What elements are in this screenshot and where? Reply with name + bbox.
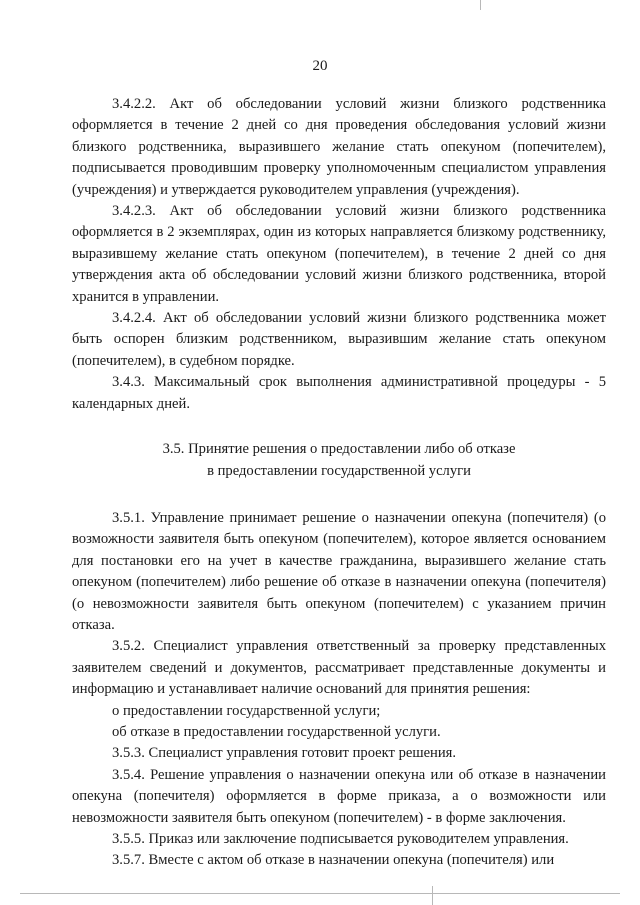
paragraph-3-4-2-3: 3.4.2.3. Акт об обследовании условий жизни близкого родственника оформляется в 2 экземплярах, один из которых направляется близкому родственнику, выразившему желание стать опекуном (попечителем), в течение 2 дней со дня утверждения акта об обследовании условий жизни близкого родственника, второй хранится в управлении. <box>72 203 606 305</box>
paragraph-3-5-5: 3.5.5. Приказ или заключение подписывается руководителем управления. <box>112 831 569 847</box>
scan-mark-bottom-tick <box>432 886 433 905</box>
section-heading-line1: 3.5. Принятие решения о предоставлении либо об отказе <box>162 441 516 458</box>
list-item-refuse: об отказе в предоставлении государственной услуги. <box>112 723 441 740</box>
paragraph-3-4-2-4: 3.4.2.4. Акт об обследовании условий жизни близкого родственника может быть оспорен близким родственником, выразившим желание стать опекуном (попечителем), в судебном порядке. <box>72 310 606 369</box>
paragraph-3-4-2-2: 3.4.2.2. Акт об обследовании условий жизни близкого родственника оформляется в течение 2 дней со дня проведения обследования условий жизни близкого родственника, выразившего желание стать опекуном (попечителем), подписывается проводившим проверку уполномоченным специалистом управления (учреждения) и утверждается руководителем управления (учреждения). <box>72 96 606 198</box>
paragraph-3-5-3: 3.5.3. Специалист управления готовит проект решения. <box>112 745 457 762</box>
section-heading-line2: в предоставлении государственной услуги <box>207 462 471 479</box>
paragraph-3-5-7: 3.5.7. Вместе с актом об отказе в назначении опекуна (попечителя) или <box>112 852 555 869</box>
page-number: 20 <box>312 58 328 74</box>
scan-mark-bottom <box>20 893 620 894</box>
scan-mark-top <box>480 0 481 10</box>
paragraph-3-4-3: 3.4.3. Максимальный срок выполнения административной процедуры - 5 календарных дней. <box>72 374 606 412</box>
paragraph-3-5-2: 3.5.2. Специалист управления ответственный за проверку представленных заявителем сведений и документов, рассматривает представленные документы и информацию и устанавливает наличие оснований для принятия решения: <box>72 638 606 698</box>
section-heading-3-5 <box>72 439 606 482</box>
document-body <box>72 94 606 872</box>
paragraph-3-5-4: 3.5.4. Решение управления о назначении опекуна или об отказе в назначении опекуна (попечителя) оформляется в форме приказа, а о возможности или невозможности заявителя быть опекуном (попечителем) - в форме заключения. <box>72 766 606 826</box>
paragraph-3-5-1: 3.5.1. Управление принимает решение о назначении опекуна (попечителя) (о возможности заявителя быть опекуном (попечителем), которое является основанием для постановки его на учет в качестве гражданина, выразившего желание стать опекуном (попечителем) либо решение об отказе в назначении опекуна (попечителя) (о невозможности заявителя быть опекуном (попечителем) с указанием причин отказа. <box>72 509 606 633</box>
list-item-provide: о предоставлении государственной услуги; <box>112 702 381 719</box>
